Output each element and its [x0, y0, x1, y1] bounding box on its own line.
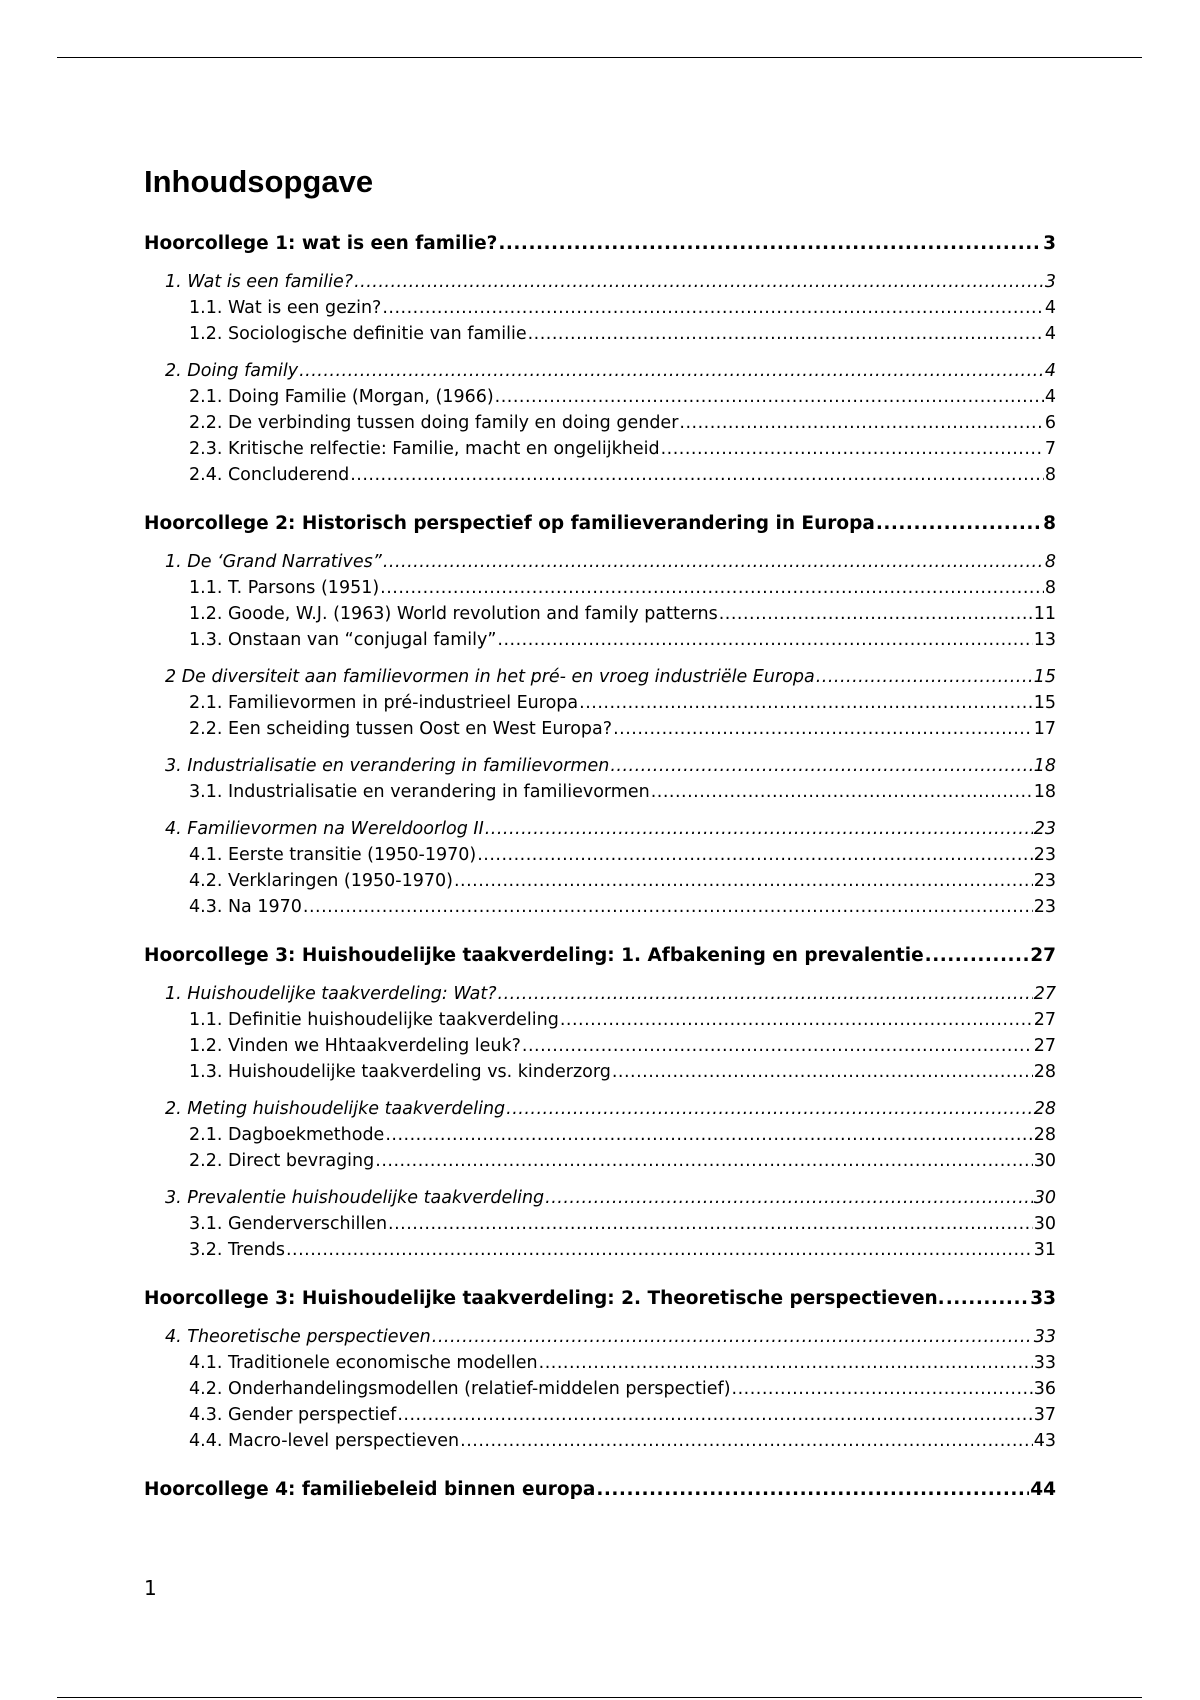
toc-entry-title: 4.1. Eerste transitie (1950-1970)	[189, 845, 477, 865]
toc-subsection-entry[interactable]	[144, 1059, 1056, 1085]
toc-subsection-entry[interactable]	[144, 410, 1056, 436]
toc-page-number: 4	[1044, 361, 1056, 381]
toc-entry-title: 1. De ‘Grand Narratives”	[165, 552, 382, 572]
toc-dot-leader	[380, 575, 1044, 601]
toc-dot-leader	[610, 753, 1032, 779]
toc-page-number: 3	[1043, 233, 1056, 254]
toc-entry-title: 2.1. Doing Familie (Morgan, (1966)	[189, 387, 494, 407]
toc-subsection-entry[interactable]	[144, 295, 1056, 321]
toc-dot-leader	[661, 436, 1044, 462]
toc-section-entry[interactable]	[144, 753, 1056, 779]
toc-entry-title: 3.2. Trends	[189, 1240, 285, 1260]
toc-dot-leader	[579, 690, 1033, 716]
toc-subsection-entry[interactable]	[144, 601, 1056, 627]
toc-entry-title: 3. Industrialisatie en verandering in familievormen	[165, 756, 610, 776]
toc-page-number: 8	[1044, 552, 1056, 572]
toc-page-number: 36	[1033, 1379, 1056, 1399]
toc-subsection-entry[interactable]	[144, 1428, 1056, 1454]
toc-dot-leader	[286, 1237, 1033, 1263]
toc-section-entry[interactable]	[144, 549, 1056, 575]
toc-entry-title: 4.4. Macro-level perspectieven	[189, 1431, 460, 1451]
toc-page-number: 11	[1033, 604, 1056, 624]
toc-section-entry[interactable]	[144, 269, 1056, 295]
toc-entry-title: 2.3. Kritische relfectie: Familie, macht en ongelijkheid	[189, 439, 660, 459]
toc-dot-leader	[925, 942, 1030, 970]
toc-entry-title: 3.1. Genderverschillen	[189, 1214, 388, 1234]
toc-entry-title: 2 De diversiteit aan familievormen in het pré- en vroeg industriële Europa	[165, 667, 815, 687]
toc-entry-title: 4.3. Na 1970	[189, 897, 302, 917]
toc-dot-leader	[528, 321, 1044, 347]
toc-entry-title: 1.1. Definitie huishoudelijke taakverdeling	[189, 1010, 559, 1030]
toc-page-number: 8	[1044, 578, 1056, 598]
toc-subsection-entry[interactable]	[144, 1237, 1056, 1263]
toc-section-entry[interactable]	[144, 1185, 1056, 1211]
toc-entry-title: Hoorcollege 4: familiebeleid binnen europa	[144, 1479, 596, 1500]
toc-dot-leader	[522, 1033, 1033, 1059]
toc-page-number: 37	[1033, 1405, 1056, 1425]
toc-dot-leader	[732, 1376, 1033, 1402]
toc-subsection-entry[interactable]	[144, 842, 1056, 868]
toc-page-number: 33	[1033, 1327, 1056, 1347]
toc-subsection-entry[interactable]	[144, 716, 1056, 742]
table-of-contents	[144, 230, 1056, 1504]
toc-entry-title: 2.2. Een scheiding tussen Oost en West Europa?	[189, 719, 613, 739]
toc-subsection-entry[interactable]	[144, 690, 1056, 716]
toc-subsection-entry[interactable]	[144, 779, 1056, 805]
toc-subsection-entry[interactable]	[144, 1376, 1056, 1402]
toc-page-number: 7	[1044, 439, 1056, 459]
toc-dot-leader	[350, 462, 1044, 488]
toc-page-number: 30	[1033, 1188, 1056, 1208]
toc-page-number: 30	[1033, 1214, 1056, 1234]
toc-dot-leader	[485, 816, 1033, 842]
toc-page-number: 28	[1033, 1099, 1056, 1119]
toc-dot-leader	[876, 510, 1042, 538]
toc-subsection-entry[interactable]	[144, 1211, 1056, 1237]
toc-page-number: 13	[1033, 630, 1056, 650]
toc-dot-leader	[613, 716, 1033, 742]
toc-dot-leader	[460, 1428, 1033, 1454]
toc-dot-leader	[354, 269, 1044, 295]
toc-section-entry[interactable]	[144, 1096, 1056, 1122]
toc-subsection-entry[interactable]	[144, 894, 1056, 920]
toc-page-number: 43	[1033, 1431, 1056, 1451]
toc-subsection-entry[interactable]	[144, 1122, 1056, 1148]
toc-entry-title: Hoorcollege 3: Huishoudelijke taakverdeling: 1. Afbakening en prevalentie	[144, 945, 924, 966]
toc-dot-leader	[382, 295, 1044, 321]
toc-entry-title: Hoorcollege 1: wat is een familie?	[144, 233, 498, 254]
toc-dot-leader	[612, 1059, 1033, 1085]
toc-subsection-entry[interactable]	[144, 1350, 1056, 1376]
toc-page-number: 33	[1033, 1353, 1056, 1373]
toc-entry-title: 4.3. Gender perspectief	[189, 1405, 397, 1425]
toc-page-number: 30	[1033, 1151, 1056, 1171]
toc-dot-leader	[385, 1122, 1032, 1148]
toc-page-number: 15	[1033, 667, 1056, 687]
toc-page-number: 23	[1033, 845, 1056, 865]
toc-dot-leader	[454, 868, 1033, 894]
toc-page-number: 27	[1033, 984, 1056, 1004]
toc-subsection-entry[interactable]	[144, 868, 1056, 894]
toc-subsection-entry[interactable]	[144, 321, 1056, 347]
toc-chapter-entry[interactable]	[144, 230, 1056, 258]
toc-entry-title: 4. Theoretische perspectieven	[165, 1327, 431, 1347]
toc-entry-title: Hoorcollege 3: Huishoudelijke taakverdeling: 2. Theoretische perspectieven.	[144, 1288, 945, 1309]
toc-dot-leader	[545, 1185, 1033, 1211]
toc-page-number: 4	[1044, 387, 1056, 407]
toc-entry-title: 3.1. Industrialisatie en verandering in familievormen	[189, 782, 650, 802]
toc-section-entry[interactable]	[144, 358, 1056, 384]
toc-entry-title: 1. Huishoudelijke taakverdeling: Wat?	[165, 984, 497, 1004]
toc-entry-title: 1.3. Huishoudelijke taakverdeling vs. kinderzorg	[189, 1062, 611, 1082]
toc-entry-title: 2.2. Direct bevraging	[189, 1151, 375, 1171]
toc-dot-leader	[375, 1148, 1032, 1174]
toc-section-entry[interactable]	[144, 1324, 1056, 1350]
toc-dot-leader	[816, 664, 1033, 690]
toc-dot-leader	[477, 842, 1032, 868]
toc-entry-title: 4.2. Onderhandelingsmodellen (relatief-middelen perspectief)	[189, 1379, 731, 1399]
toc-subsection-entry[interactable]	[144, 1402, 1056, 1428]
toc-subsection-entry[interactable]	[144, 627, 1056, 653]
toc-entry-title: 2.1. Dagboekmethode	[189, 1125, 385, 1145]
toc-entry-title: 1.2. Vinden we Hhtaakverdeling leuk?	[189, 1036, 521, 1056]
toc-dot-leader	[388, 1211, 1033, 1237]
toc-dot-leader	[299, 358, 1044, 384]
toc-subsection-entry[interactable]	[144, 1148, 1056, 1174]
toc-section-entry[interactable]	[144, 664, 1056, 690]
header-rule	[57, 57, 1142, 58]
toc-entry-title: 1.2. Sociologische definitie van familie	[189, 324, 527, 344]
toc-page-number: 3	[1044, 272, 1056, 292]
toc-entry-title: 2.2. De verbinding tussen doing family en doing gender	[189, 413, 679, 433]
toc-entry-title: 2.4. Concluderend	[189, 465, 350, 485]
toc-dot-leader	[679, 410, 1043, 436]
toc-entry-title: 1.1. Wat is een gezin?	[189, 298, 382, 318]
toc-chapter-entry[interactable]	[144, 510, 1056, 538]
toc-page-number: 23	[1033, 871, 1056, 891]
toc-entry-title: 4.2. Verklaringen (1950-1970)	[189, 871, 453, 891]
toc-entry-title: 1.2. Goode, W.J. (1963) World revolution and family patterns	[189, 604, 718, 624]
toc-entry-title: 1. Wat is een familie?	[165, 272, 354, 292]
toc-page-number: 8	[1043, 513, 1056, 534]
toc-page-number: 27	[1033, 1036, 1056, 1056]
toc-dot-leader	[719, 601, 1033, 627]
toc-page-number: 31	[1033, 1240, 1056, 1260]
toc-page-number: 18	[1033, 782, 1056, 802]
toc-subsection-entry[interactable]	[144, 436, 1056, 462]
toc-dot-leader	[497, 627, 1032, 653]
toc-dot-leader	[498, 230, 1042, 258]
page-title: Inhoudsopgave	[144, 164, 374, 199]
toc-section-entry[interactable]	[144, 816, 1056, 842]
toc-page-number: 8	[1044, 465, 1056, 485]
toc-entry-title: 2. Doing family	[165, 361, 299, 381]
toc-page-number: 18	[1033, 756, 1056, 776]
toc-page-number: 6	[1044, 413, 1056, 433]
toc-page-number: 28	[1033, 1125, 1056, 1145]
toc-chapter-entry[interactable]	[144, 942, 1056, 970]
toc-dot-leader	[397, 1402, 1032, 1428]
toc-page-number: 4	[1044, 324, 1056, 344]
toc-entry-title: 4. Familievormen na Wereldoorlog II	[165, 819, 484, 839]
toc-subsection-entry[interactable]	[144, 462, 1056, 488]
toc-dot-leader	[539, 1350, 1033, 1376]
toc-section-entry[interactable]	[144, 981, 1056, 1007]
toc-entry-title: 2.1. Familievormen in pré-industrieel Europa	[189, 693, 579, 713]
toc-page-number: 17	[1033, 719, 1056, 739]
toc-dot-leader	[432, 1324, 1033, 1350]
toc-entry-title: 4.1. Traditionele economische modellen	[189, 1353, 538, 1373]
toc-dot-leader	[303, 894, 1033, 920]
toc-entry-title: Hoorcollege 2: Historisch perspectief op familieverandering in Europa	[144, 513, 875, 534]
toc-dot-leader	[946, 1285, 1030, 1313]
toc-page-number: 44	[1030, 1479, 1056, 1500]
toc-entry-title: 3. Prevalentie huishoudelijke taakverdeling	[165, 1188, 545, 1208]
toc-dot-leader	[495, 384, 1044, 410]
toc-page-number: 27	[1030, 945, 1056, 966]
toc-page-number: 15	[1033, 693, 1056, 713]
toc-chapter-entry[interactable]	[144, 1476, 1056, 1504]
toc-page-number: 27	[1033, 1010, 1056, 1030]
footer-rule	[57, 1697, 1142, 1698]
toc-subsection-entry[interactable]	[144, 1033, 1056, 1059]
toc-page-number: 4	[1044, 298, 1056, 318]
toc-subsection-entry[interactable]	[144, 384, 1056, 410]
toc-dot-leader	[498, 981, 1033, 1007]
toc-page-number: 23	[1033, 897, 1056, 917]
toc-subsection-entry[interactable]	[144, 575, 1056, 601]
toc-subsection-entry[interactable]	[144, 1007, 1056, 1033]
toc-entry-title: 1.1. T. Parsons (1951)	[189, 578, 380, 598]
toc-chapter-entry[interactable]	[144, 1285, 1056, 1313]
toc-dot-leader	[651, 779, 1033, 805]
toc-page-number: 28	[1033, 1062, 1056, 1082]
toc-page-number: 23	[1033, 819, 1056, 839]
toc-dot-leader	[506, 1096, 1033, 1122]
toc-dot-leader	[383, 549, 1044, 575]
page-number: 1	[144, 1576, 157, 1600]
toc-dot-leader	[596, 1476, 1029, 1504]
toc-entry-title: 2. Meting huishoudelijke taakverdeling	[165, 1099, 506, 1119]
toc-page-number: 33	[1030, 1288, 1056, 1309]
toc-entry-title: 1.3. Onstaan van “conjugal family”	[189, 630, 497, 650]
toc-dot-leader	[560, 1007, 1033, 1033]
